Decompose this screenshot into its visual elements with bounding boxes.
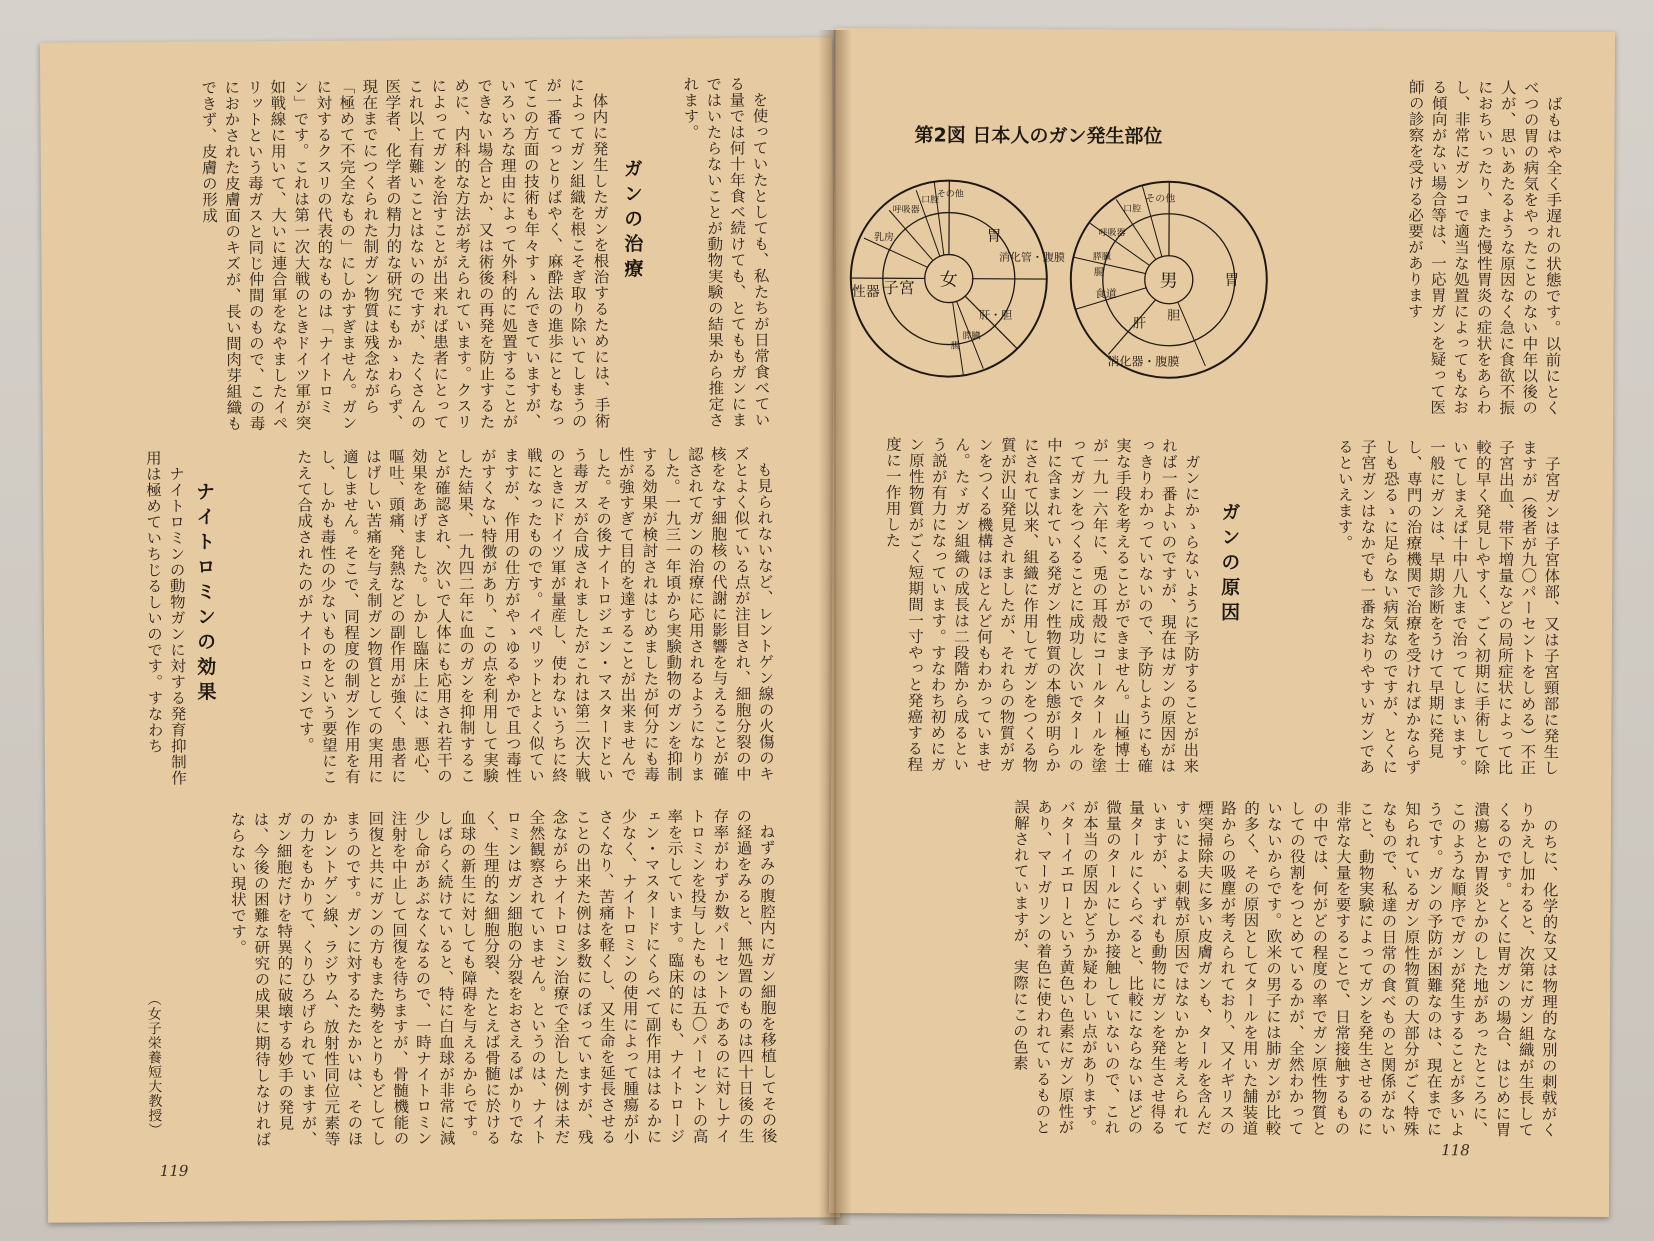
- female-label-oral: 口腔: [921, 195, 940, 206]
- author-credit: （女子栄養短大教授）: [145, 991, 163, 1138]
- female-label-pancreas: 膵臓: [962, 331, 981, 342]
- female-label-uterus: 子宮: [882, 278, 915, 298]
- male-label-intestine: 腸: [1093, 267, 1104, 279]
- female-chart: [850, 180, 1065, 377]
- male-divider: [1177, 302, 1205, 366]
- left-bottom-text: ねずみの腹腔内にガン細胞を移植してその後の経過をみると、無処置のものは四十日後の生存率がわずか数パーセントであるのに対しナイトロミンを投与したものは五〇パーセントの高率を示しています。臨床的にも、ナイトロージェン・マスタードにくらべて副作用ははるかに少なく、ナイトロミンの使用によって腫瘍が小さくなり、苦痛を軽くし、又生命を延長させることの出来た例は多数にのぼっていますが、残念ながらナイトロミン治療で全治した例は未だ全然観察されていません。というのは、ナイトロミンはガン細胞の分裂をおさえるばかりでなく、生理的な細胞分裂、たとえば骨髄に於ける血球の新生に対しても障碍を与えるからです。しばらく続けていると、特に白血球が非常に減少し命があぶなくなるので、一時ナイトロミン注射を中止して回復を待ちますが、骨髄機能の回復と共にガンの方もまた勢をとりもどしてしまうのです。ガンに対するたたかいは、そのほかレントゲン線、ラジウム、放射性同位元素等の力をもかりて、くりひろげられていますが、ガン細胞だけを特異的に破壊する妙手の発見は、今後の困難な研究の成果に期待しなければならない現状です。: [228, 807, 778, 1148]
- male-center-label: 男: [1159, 270, 1178, 292]
- female-label-other: その他: [936, 189, 964, 200]
- heading-nitromin: ナイトロミンの効果: [192, 481, 217, 707]
- female-label-respiratory: 呼吸器: [892, 205, 920, 216]
- female-label-liver: 肝・胆: [979, 308, 1013, 322]
- female-label-breast: 乳房: [873, 232, 895, 244]
- right-mid-text-2: ガンにかゝらないように予防することが出来れば一番よいのですが、現在はガンの原因がはっきりわかっていないので、予防しようにも確実な手段を考えることができません。山極博士が一九一六年に、兎の耳殻にコールタールを塗ってガンをつくることに成功し次いでタールの中に含まれている発ガン性物質の本態が明らかにされて以来、組織に作用してガンをつくる物質が沢山発見されましたが、それらの物質がガンをつくる機構はほとんど何もわかっていません。たゞガン組織の成長は二段階から成るという説が有力になっています。すなわち初めにガン原性物質がごく短期間一寸やっと発癌する程度に一作用した: [883, 436, 1201, 774]
- left-page: [40, 37, 840, 1223]
- male-label-gallbladder: 胆: [1167, 308, 1181, 324]
- left-mid-text: も見られないなど、レントゲン線の火傷のキズとよく似ている点が注目され、細胞分裂の中核をなす細胞核の代謝に影響を与えることが確認されてガンの治療に応用されるようになりました。一九三一年頃から実験動物のガンを抑制する効果が検討されはじめましたが何分にも毒性が強すぎて目的を達することが出来ませんでした。その後ナイトロジェン・マスタードという毒ガスが合成されましたがこれは第二次大戦のときにドイツ軍が量産し、使わないうちに終戦になったものです。イペリットとよく似ていますが、作用の仕方がやゝゆるやかで且つ毒性がすくない特徴があり、この点を利用して実験した結果、一九四二年に血のガンを抑制することが確認され、次いで人体にも応用され若干の効果をあげました。しかし臨床上には、悪心、嘔吐、頭痛、発熱などの副作用が強く、患者にはげしい苦痛を与え制ガン物質としての実用に適しません。そこで、同程度の制ガン作用を有し、しかも毒性の少ないものをという要望にこたえて合成されたのがナイトロミンです。: [294, 445, 776, 785]
- left-nitromin-text: ナイトロミンの動物ガンに対する発育抑制作用は極めていちじるしいのです。すなわち: [143, 449, 188, 786]
- figure-title: 第2図 日本人のガン発生部位: [914, 124, 1163, 148]
- left-top-text-2: 体内に発生したガンを根治するためには、手術によってガン組織を根こそぎ取り除いてしまうのが一番てっとりばやく、麻酔法の進歩にともなってこの方面の技術も年々すゝんできていますが、いろいろな理由によって外科的に処置することができない場合とか、又は術後の再発を防止するために、内科的な方法が考えられています。クスリによってガンを治すことが出来れば患者にとってこれ以上有難いことはないのですが、たくさんの医学者、化学者の精力的な研究にもかゝわらず、現在までにつくられた制ガン物質は残念ながら「極めて不完全なもの」にしかすぎません。ガンに対するクスリの代表的なものは「ナイトロミン」です。これは第一次大戦のときドイツ軍が突如戦線に用いて、大いに連合軍をなやましたイペリットという毒ガスと同じ仲間のもので、この毒におかされた皮膚面のキズが、長い間肉芽組織もできず、皮膚の形成: [199, 76, 611, 432]
- cancer-site-diagram: [843, 168, 1284, 380]
- heading-cause: ガンの原因: [1217, 501, 1241, 628]
- female-label-intestine: 腸: [950, 341, 960, 352]
- male-label-other: その他: [1145, 193, 1176, 205]
- male-label-respiratory: 呼吸器: [1098, 228, 1126, 239]
- female-center-label: 女: [939, 269, 958, 291]
- male-label-pancreas: 膵臓: [1092, 252, 1111, 263]
- male-chart: [1070, 181, 1267, 378]
- right-page: [829, 28, 1615, 1217]
- book-gutter: [818, 30, 852, 1225]
- right-bottom-text: のちに、化学的な又は物理的な別の刺戟がくりかえし加わると、次第にガン組織が生長してくるのです。とくに胃ガンの場合、はじめに胃潰瘍とか胃炎とかのした地があったところに、このような順序でガンが発生することが多いようです。ガンの予防が困難なのは、現在までに知られているガン原性物質の大部分がごく特殊なもので、私達の日常の食べものと関係がないこと、動物実験によってガンを発生させるのに非常な大量を要することで、日常接触するものの中では、何がどの程度の率でガン原性物質としての役割をつとめているかが、全然わかっていないからです。欧米の男子には肺ガンが比較的多く、その原因としてタールを用いた舗装道路からの吸塵が考えられており、又イギリスの煙突掃除夫に多い皮膚ガンも、タールを含んだすいによる刺戟が原因ではないかと考えられていますが、いずれも動物にガンを発生させ得る量タールにくらべると、比較にならないほどの微量のタールにしか接触していないので、これが本当の原因かどうか疑わしい点があります。バターイエローという黄色い色素にガン原性があり、マーガリンの着色に使われているものと誤解されていますが、実際にこの色素: [1010, 798, 1559, 1138]
- right-top-text: ばもはや全く手遅れの状態です。以前にとくべつの胃の病気をやったことのない中年以後の人が、思いあたるような原因なく急に食欲不振におちいったり、また慢性胃炎の症状をあらわし、非常にガンコで適当な処置によってもなおる傾向がない場合等は、一応胃ガンを疑って医師の診察を受ける必要があります: [1405, 78, 1563, 416]
- male-label-digestive: 消化器・腹膜: [1107, 354, 1180, 369]
- heading-treatment: ガンの治療: [620, 158, 644, 284]
- left-top-text-1: を使っていたとしても、私たちが日常食べている量では何十年食べ続けても、とてももガンにまではいたらないことが動物実験の結果から推定されます。: [681, 75, 771, 429]
- page-number-left: 119: [159, 1161, 189, 1180]
- female-label-stomach: 胃: [986, 226, 1002, 245]
- page-number-right: 118: [1441, 1141, 1470, 1160]
- male-label-stomach: 胃: [1224, 271, 1240, 290]
- male-label-oral: 口腔: [1123, 204, 1142, 215]
- male-label-liver: 肝: [1133, 316, 1147, 332]
- right-mid-text-1: 子宮ガンは子宮体部、又は子宮頸部に発生しますが（後者が九〇パーセントをしめる）不正子宮出血、帯下増量などの局所症状によって比較的早く発見しやすく、ごく初期に手術して除いてしまえば十中八九まで治ってしまいます。一般にガンは、早期診断をうけて早期に発見し、専門の治療機関で治療を受ければかならずしも恐るゝに足らない病気なのですが、とくに子宮ガンはなかでも一番なおりやすいガンであるといえます。: [1335, 438, 1561, 776]
- female-label-digestive: 消化管・腹膜: [998, 250, 1065, 265]
- male-label-esophagus: 食道: [1094, 287, 1117, 301]
- female-label-genital: 性器: [851, 284, 880, 301]
